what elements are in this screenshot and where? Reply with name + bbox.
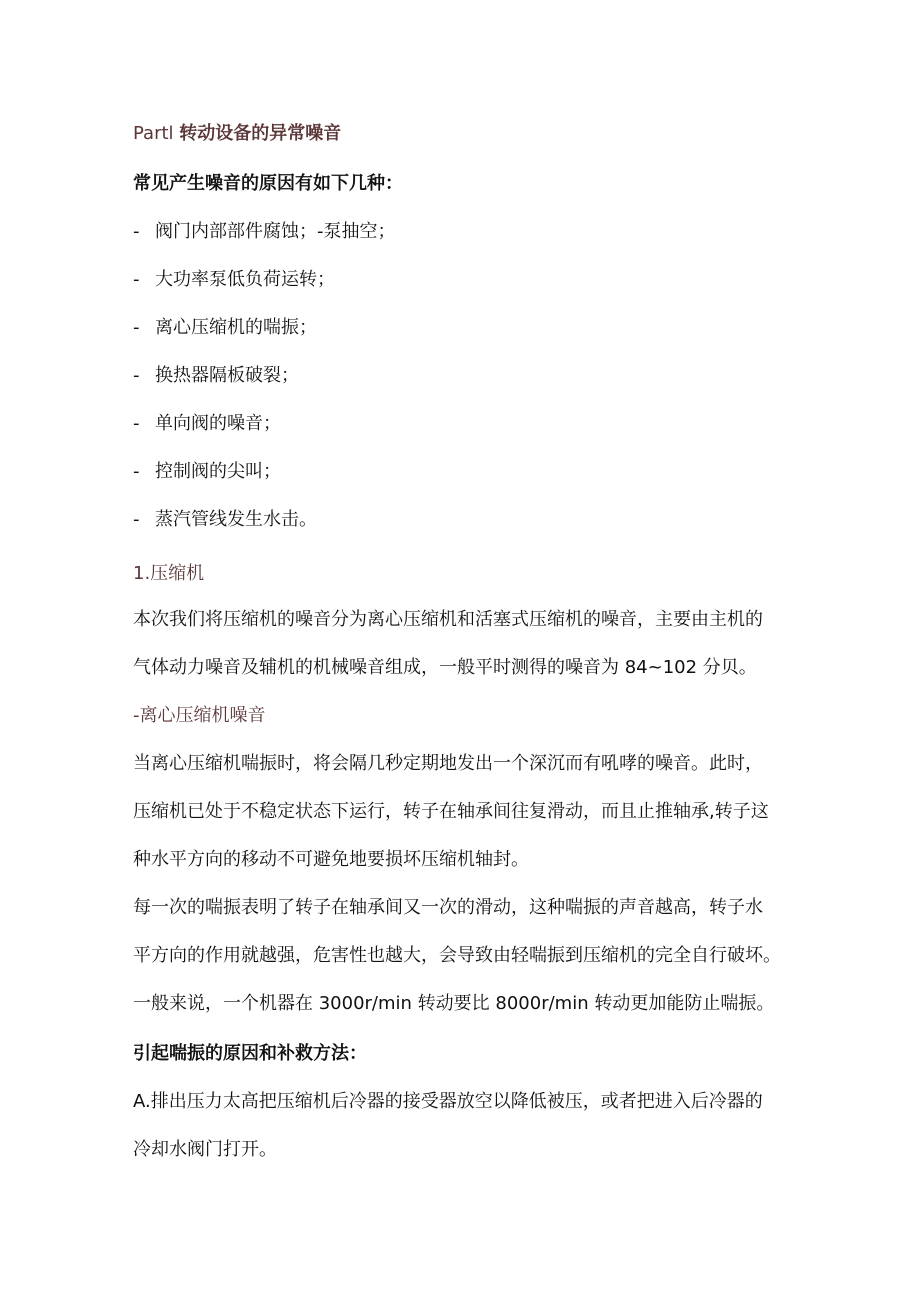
bullet-dash: - (133, 461, 140, 482)
bullet-dash: - (133, 413, 140, 434)
paragraph-line: 当离心压缩机喘振时，将会隔几秒定期地发出一个深沉而有吼哮的噪音。此时， (133, 753, 763, 774)
paragraph-line: 平方向的作用就越强，危害性也越大，会导致由轻喘振到压缩机的完全自行破坏。 (133, 945, 781, 966)
bullet-dash: - (133, 317, 140, 338)
bullet-dash: - (133, 221, 140, 242)
paragraph-line: 一般来说，一个机器在 3000r/min 转动要比 8000r/min 转动更加能防止喘振。 (133, 993, 775, 1014)
list-item-text: 单向阀的噪音； (155, 413, 281, 434)
sub-heading: -离心压缩机噪音 (133, 705, 266, 726)
list-item-text: 蒸汽管线发生水击。 (155, 509, 317, 530)
list-item-text: 控制阀的尖叫； (155, 461, 281, 482)
paragraph-line: 冷却水阀门打开。 (133, 1139, 277, 1160)
paragraph-line: 每一次的喘振表明了转子在轴承间又一次的滑动，这种喘振的声音越高，转子水 (133, 897, 763, 918)
bullet-dash: - (133, 365, 140, 386)
list-item-text: 大功率泵低负荷运转； (155, 269, 335, 290)
bullet-dash: - (133, 509, 140, 530)
section-heading: 1.压缩机 (133, 563, 205, 584)
list-item-text: 换热器隔板破裂； (155, 365, 299, 386)
paragraph-line: 气体动力噪音及辅机的机械噪音组成，一般平时测得的噪音为 84~102 分贝。 (133, 657, 757, 678)
paragraph-line: 压缩机已处于不稳定状态下运行，转子在轴承间往复滑动，而且止推轴承,转子这 (133, 801, 769, 822)
paragraph-line: 种水平方向的移动不可避免地要损坏压缩机轴封。 (133, 849, 529, 870)
list-item (133, 219, 396, 245)
list-item (133, 315, 317, 341)
list-item (133, 363, 299, 389)
list-item (133, 459, 281, 485)
list-item (133, 507, 317, 533)
part-heading-prefix: Partl (133, 123, 180, 144)
bullet-dash: - (133, 269, 140, 290)
list-item-text: 离心压缩机的喘振； (155, 317, 317, 338)
list-item-text: 阀门内部部件腐蚀；-泵抽空； (155, 221, 396, 242)
remedy-heading: 引起喘振的原因和补救方法： (133, 1043, 367, 1064)
intro-heading: 常见产生噪音的原因有如下几种： (133, 173, 403, 194)
part-heading-title: 转动设备的异常噪音 (179, 123, 342, 144)
list-item (133, 411, 281, 437)
paragraph-line: 本次我们将压缩机的噪音分为离心压缩机和活塞式压缩机的噪音，主要由主机的 (133, 609, 763, 630)
part-heading (133, 121, 341, 147)
paragraph-line: A.排出压力太高把压缩机后冷器的接受器放空以降低被压，或者把进入后冷器的 (133, 1091, 763, 1112)
list-item (133, 267, 335, 293)
